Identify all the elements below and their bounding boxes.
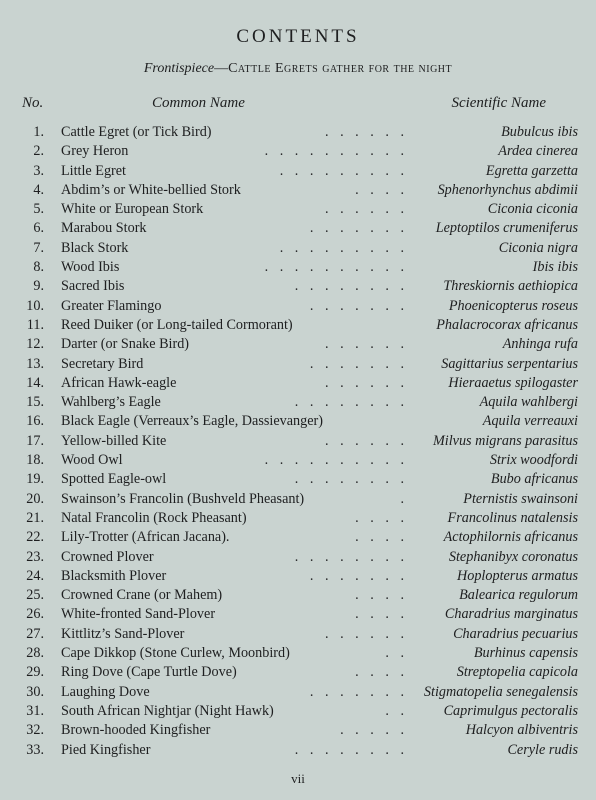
leader-dots: . . . . . . . — [309, 220, 408, 237]
list-item — [0, 162, 596, 181]
frontispiece-label: Frontispiece — [143, 61, 215, 76]
scientific-name: Francolinus natalensis — [447, 509, 578, 526]
common-name: Wood Ibis — [61, 259, 120, 276]
common-name: Wood Owl — [61, 452, 123, 469]
common-name: Kittlitz’s Sand-Plover — [61, 625, 185, 642]
entry-number: 31. — [26, 702, 44, 719]
entry-number: 9. — [33, 278, 44, 295]
leader-dots: . . . . . . — [324, 124, 408, 140]
list-item — [0, 200, 596, 219]
leader-dots: . . . . — [355, 509, 408, 526]
leader-dots: . . . . . . . . — [294, 548, 408, 565]
list-item — [0, 605, 596, 624]
list-item — [0, 490, 596, 509]
entry-number: 21. — [26, 509, 44, 526]
leader-dots: . . . . . — [340, 722, 408, 739]
scientific-name: Leptoptilos crumeniferus — [435, 220, 578, 237]
common-name: Crowned Plover — [61, 548, 154, 565]
entry-number: 17. — [26, 432, 44, 449]
leader-dots: . . . . . . . . . — [279, 162, 408, 179]
common-name: Abdim’s or White-bellied Stork — [61, 181, 241, 198]
scientific-name: Ciconia ciconia — [487, 201, 578, 218]
scientific-name: Ibis ibis — [532, 259, 578, 276]
entry-number: 1. — [33, 124, 44, 140]
entry-number: 14. — [26, 374, 44, 391]
entry-number: 32. — [26, 722, 44, 739]
leader-dots: . . . . . . . . — [294, 394, 408, 411]
common-name: White-fronted Sand-Plover — [61, 606, 216, 623]
scientific-name: Burhinus capensis — [473, 645, 578, 662]
common-name: South African Nightjar (Night Hawk) — [61, 702, 274, 719]
common-name: White or European Stork — [61, 201, 204, 218]
list-item — [0, 181, 596, 200]
common-name: Ring Dove (Cape Turtle Dove) — [61, 664, 237, 681]
list-item — [0, 123, 596, 142]
entry-number: 30. — [26, 683, 44, 700]
list-item — [0, 528, 596, 547]
scientific-name: Stephanibyx coronatus — [448, 548, 578, 565]
leader-dots: . . . . . . — [324, 625, 408, 642]
common-name: Cape Dikkop (Stone Curlew, Moonbird) — [61, 645, 290, 662]
leader-dots: . . . . . . . — [309, 355, 408, 372]
leader-dots: . . . . . . . . — [294, 741, 408, 758]
entry-number: 27. — [26, 625, 44, 642]
entry-number: 16. — [26, 413, 44, 430]
list-item — [0, 374, 596, 393]
list-item — [0, 470, 596, 489]
scientific-name: Strix woodfordi — [489, 452, 578, 469]
common-name: African Hawk-eagle — [61, 374, 177, 391]
contents-list — [0, 123, 596, 760]
list-item — [0, 702, 596, 721]
leader-dots: . . . . . . . . . — [279, 239, 408, 256]
entry-number: 23. — [26, 548, 44, 565]
common-name: Laughing Dove — [61, 683, 150, 700]
list-item — [0, 721, 596, 740]
leader-dots: . — [400, 490, 408, 507]
entry-number: 2. — [33, 143, 44, 160]
list-item — [0, 297, 596, 316]
list-item — [0, 663, 596, 682]
scientific-name: Threskiornis aethiopica — [443, 278, 578, 295]
scientific-name: Hieraaetus spilogaster — [448, 374, 578, 391]
scientific-name: Balearica regulorum — [459, 587, 578, 604]
leader-dots: . . . . . . — [324, 374, 408, 391]
list-item — [0, 335, 596, 354]
leader-dots: . . . . . . — [324, 201, 408, 218]
leader-dots: . . . . . . — [324, 432, 408, 449]
scientific-name: Aquila verreauxi — [482, 413, 578, 430]
entry-number: 22. — [26, 529, 44, 546]
leader-dots: . . . . . . — [324, 336, 408, 353]
entry-number: 8. — [33, 259, 44, 276]
scientific-name: Phalacrocorax africanus — [436, 316, 578, 333]
scientific-name: Sphenorhynchus abdimii — [437, 181, 578, 198]
leader-dots: . . . . . . . — [309, 297, 408, 314]
entry-number: 18. — [26, 452, 44, 469]
list-item — [0, 393, 596, 412]
scientific-name: Ardea cinerea — [498, 143, 578, 160]
frontispiece-line — [0, 61, 596, 77]
common-name: Lily-Trotter (African Jacana). — [61, 529, 230, 546]
header-no: No. — [22, 95, 44, 111]
scientific-name: Ceryle rudis — [507, 741, 578, 758]
list-item — [0, 509, 596, 528]
scientific-name: Egretta garzetta — [485, 162, 578, 179]
leader-dots: . . . . — [355, 664, 408, 681]
entry-number: 19. — [26, 471, 44, 488]
entry-number: 26. — [26, 606, 44, 623]
page-number: vii — [291, 771, 305, 786]
leader-dots: . . — [385, 645, 408, 662]
scientific-name: Aquila wahlbergi — [479, 394, 578, 411]
scientific-name: Halcyon albiventris — [465, 722, 578, 739]
entry-number: 10. — [26, 297, 44, 314]
list-item — [0, 142, 596, 161]
entry-number: 24. — [26, 567, 44, 584]
common-name: Spotted Eagle-owl — [61, 471, 167, 488]
common-name: Black Eagle (Verreaux’s Eagle, Dassievanger) — [61, 413, 323, 430]
leader-dots: . . . . — [355, 606, 408, 623]
header-common-name: Common Name — [152, 95, 245, 111]
leader-dots: . . . . . . . . . . — [264, 143, 408, 160]
scientific-name: Charadrius marginatus — [444, 606, 578, 623]
common-name: Greater Flamingo — [61, 297, 162, 314]
list-item — [0, 355, 596, 374]
entry-number: 11. — [26, 316, 44, 333]
scientific-name: Bubo africanus — [490, 471, 578, 488]
leader-dots: . . — [385, 702, 408, 719]
common-name: Sacred Ibis — [61, 278, 125, 295]
list-item — [0, 586, 596, 605]
entry-number: 6. — [33, 220, 44, 237]
list-item — [0, 219, 596, 238]
page-title: CONTENTS — [236, 26, 360, 47]
leader-dots: . . . . . . . — [309, 567, 408, 584]
list-item — [0, 548, 596, 567]
list-item — [0, 239, 596, 258]
list-item — [0, 741, 596, 760]
common-name: Swainson’s Francolin (Bushveld Pheasant) — [61, 490, 305, 507]
scientific-name: Ciconia nigra — [498, 239, 578, 256]
entry-number: 25. — [26, 587, 44, 604]
scientific-name: Pternistis swainsoni — [463, 490, 578, 507]
entry-number: 5. — [33, 201, 44, 218]
header-scientific-name: Scientific Name — [451, 95, 546, 111]
common-name: Secretary Bird — [61, 355, 144, 372]
list-item — [0, 432, 596, 451]
leader-dots: . . . . . . . . — [294, 471, 408, 488]
frontispiece-text: Cattle Egrets gather for the night — [228, 61, 453, 76]
list-item — [0, 316, 596, 335]
common-name: Wahlberg’s Eagle — [61, 394, 161, 411]
leader-dots: . . . . — [355, 587, 408, 604]
entry-number: 33. — [26, 741, 44, 758]
common-name: Blacksmith Plover — [61, 567, 167, 584]
scientific-name: Stigmatopelia senegalensis — [423, 683, 578, 700]
entry-number: 4. — [33, 181, 44, 198]
list-item — [0, 412, 596, 431]
list-item — [0, 277, 596, 296]
entry-number: 13. — [26, 355, 44, 372]
common-name: Natal Francolin (Rock Pheasant) — [61, 509, 247, 526]
entry-number: 15. — [26, 394, 44, 411]
entry-number: 12. — [26, 336, 44, 353]
scientific-name: Milvus migrans parasitus — [432, 432, 578, 449]
scientific-name: Caprimulgus pectoralis — [443, 702, 578, 719]
common-name: Marabou Stork — [61, 220, 147, 237]
scientific-name: Anhinga rufa — [502, 336, 578, 353]
list-item — [0, 644, 596, 663]
leader-dots: . . . . — [355, 181, 408, 198]
leader-dots: . . . . . . . . . . — [264, 452, 408, 469]
entry-number: 3. — [33, 162, 44, 179]
leader-dots: . . . . — [355, 529, 408, 546]
common-name: Grey Heron — [61, 143, 129, 160]
common-name: Little Egret — [61, 162, 127, 179]
entry-number: 7. — [33, 239, 44, 256]
entry-number: 29. — [26, 664, 44, 681]
common-name: Pied Kingfisher — [61, 741, 151, 758]
entry-number: 20. — [26, 490, 44, 507]
frontispiece-dash: — — [214, 61, 229, 76]
leader-dots: . . . . . . . . . . — [264, 259, 408, 276]
common-name: Crowned Crane (or Mahem) — [61, 587, 223, 604]
list-item — [0, 451, 596, 470]
common-name: Yellow-billed Kite — [61, 432, 167, 449]
common-name: Darter (or Snake Bird) — [61, 336, 190, 353]
common-name: Black Stork — [61, 239, 129, 256]
common-name: Cattle Egret (or Tick Bird) — [61, 124, 212, 140]
list-item — [0, 567, 596, 586]
leader-dots: . . . . . . . . — [294, 278, 408, 295]
list-item — [0, 258, 596, 277]
scientific-name: Streptopelia capicola — [456, 664, 578, 681]
scientific-name: Hoplopterus armatus — [457, 567, 578, 584]
common-name: Reed Duiker (or Long-tailed Cormorant) — [61, 316, 293, 333]
scientific-name: Phoenicopterus roseus — [448, 297, 578, 314]
entry-number: 28. — [26, 645, 44, 662]
list-item — [0, 625, 596, 644]
leader-dots: . . . . . . . — [309, 683, 408, 700]
list-item — [0, 683, 596, 702]
common-name: Brown-hooded Kingfisher — [61, 722, 211, 739]
scientific-name: Actophilornis africanus — [443, 529, 578, 546]
scientific-name: Charadrius pecuarius — [453, 625, 578, 642]
scientific-name: Bubulcus ibis — [501, 124, 578, 140]
scientific-name: Sagittarius serpentarius — [441, 355, 578, 372]
